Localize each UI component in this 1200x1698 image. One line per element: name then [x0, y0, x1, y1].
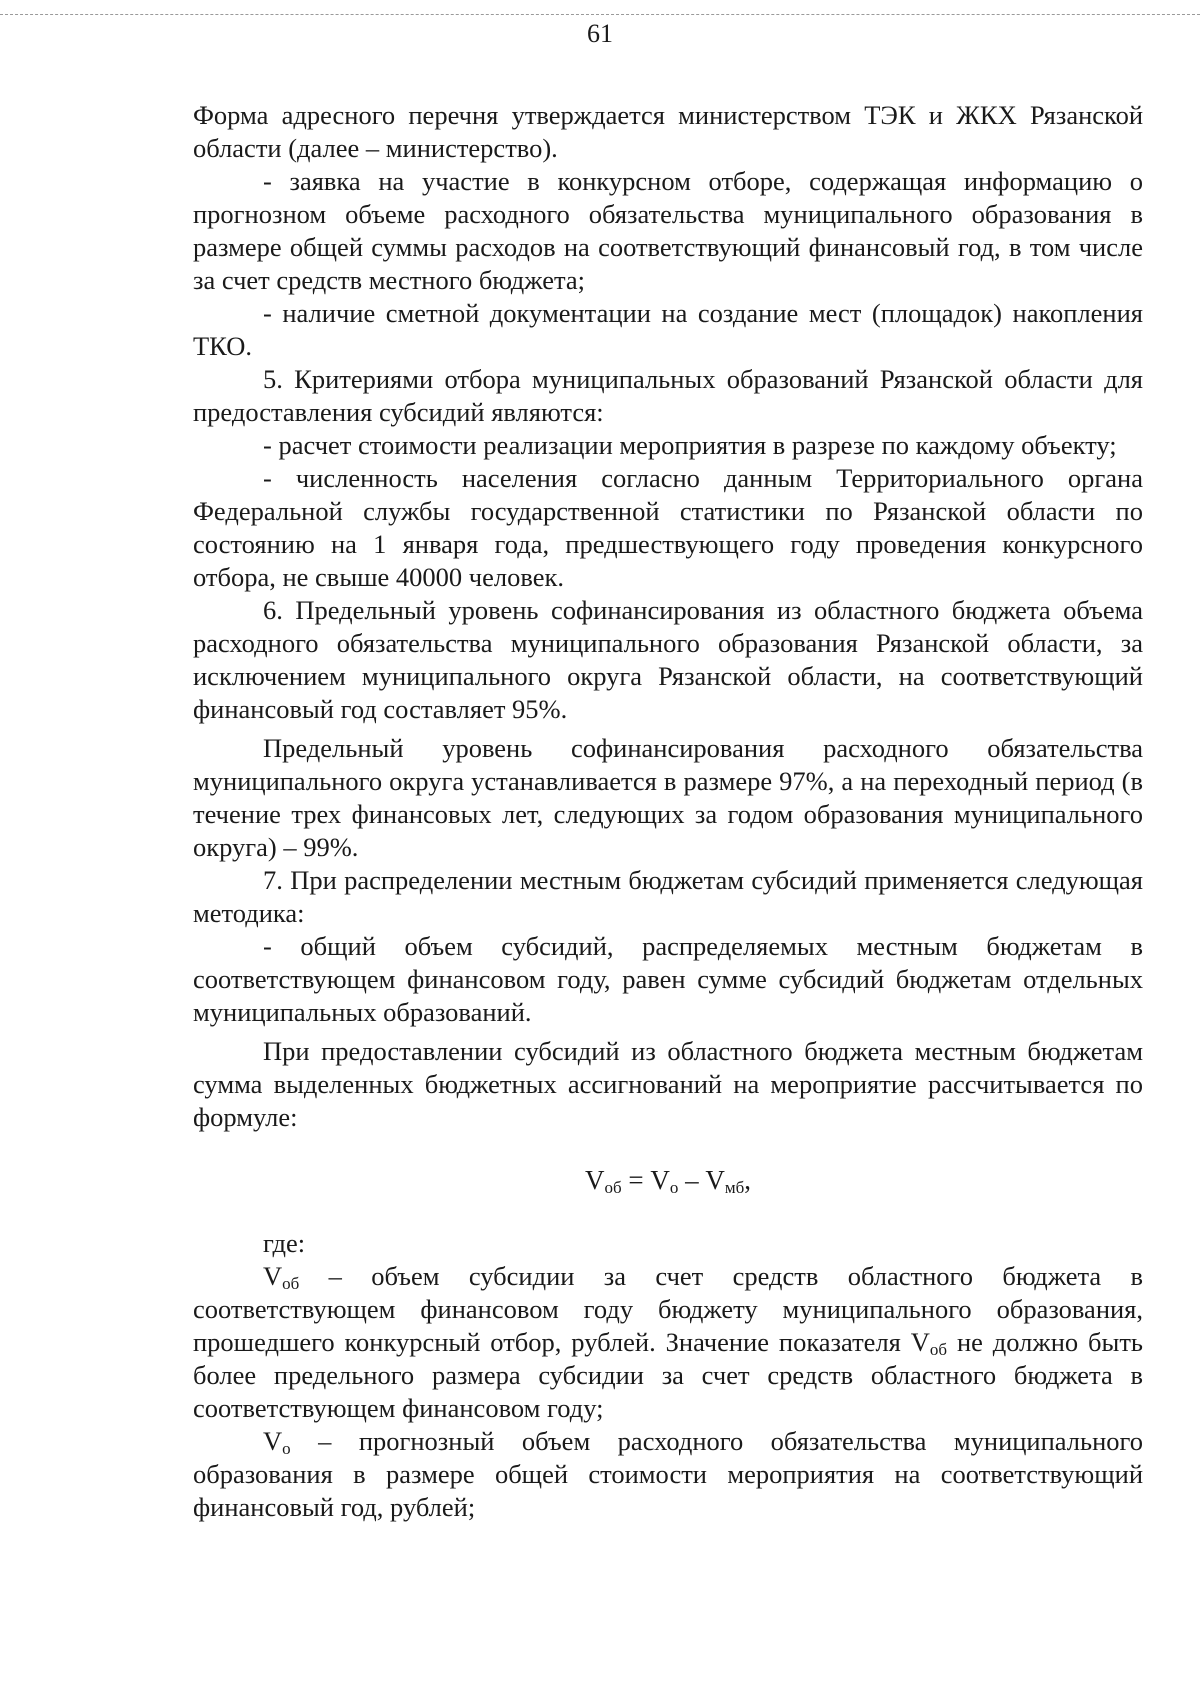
page-number: 61	[587, 19, 613, 48]
paragraph-cofinancing-limit: 6. Предельный уровень софинансирования из областного бюджета объема расходного обязательства муниципального образования Рязанской области, за исключением муниципального округа Рязанской области, на соответствующий финансовый год составляет 95%.	[193, 595, 1143, 724]
where-label: где:	[263, 1228, 306, 1258]
paragraph-formula-intro: При предоставлении субсидий из областного бюджета местным бюджетам сумма выделенных бюджетных ассигнований на мероприятие рассчитывается по формуле:	[193, 1036, 1143, 1132]
paragraph-application: - заявка на участие в конкурсном отборе, содержащая информацию о прогнозном объеме расходного обязательства муниципального образования в размере общей суммы расходов на соответствующий финансовый год, в том числе за счет средств местного бюджета;	[193, 166, 1143, 295]
paragraph-population: - численность населения согласно данным Территориального органа Федеральной службы государственной статистики по Рязанской области по состоянию на 1 января года, предшествующего году проведения конкурсного отбора, не свыше 40000 человек.	[193, 463, 1143, 592]
paragraph-cost-calculation: - расчет стоимости реализации мероприятия в разрезе по каждому объекту;	[263, 430, 1117, 460]
paragraph-estimate-docs: - наличие сметной документации на создание мест (площадок) накопления ТКО.	[193, 298, 1143, 361]
document-body	[193, 99, 1143, 1524]
paragraph-address-list-form: Форма адресного перечня утверждается министерством ТЭК и ЖКХ Рязанской области (далее – министерство).	[193, 100, 1143, 163]
paragraph-total-subsidy: - общий объем субсидий, распределяемых местным бюджетам в соответствующем финансовом году, равен сумме субсидий бюджетам отдельных муниципальных образований.	[193, 931, 1143, 1027]
definition-v-o: $V_о$ – прогнозный объем расходного обязательства муниципального образования в размере общей стоимости мероприятия на соответствующий финансовый год, рублей;	[193, 1426, 1143, 1522]
paragraph-municipal-district-limit: Предельный уровень софинансирования расходного обязательства муниципального округа устанавливается в размере 97%, а на переходный период (в течение трех финансовых лет, следующих за годом образования муниципального округа) – 99%.	[193, 733, 1143, 862]
scan-edge-rule	[0, 14, 1200, 15]
paragraph-distribution-method: 7. При распределении местным бюджетам субсидий применяется следующая методика:	[193, 865, 1143, 928]
subsidy-formula: $V_{об} = V_о - V_{мб}$,	[584, 1165, 752, 1197]
definition-v-ob: $V_{об}$ – объем субсидии за счет средств областного бюджета в соответствующем финансовом году бюджету муниципального образования, прошедшего конкурсный отбор, рублей. Значение показателя $V_{об}$ не должно быть более предельного размера субсидии за счет средств областного бюджета в соответствующем финансовом году;	[193, 1261, 1143, 1423]
paragraph-selection-criteria: 5. Критериями отбора муниципальных образований Рязанской области для предоставления субсидий являются:	[193, 364, 1143, 427]
